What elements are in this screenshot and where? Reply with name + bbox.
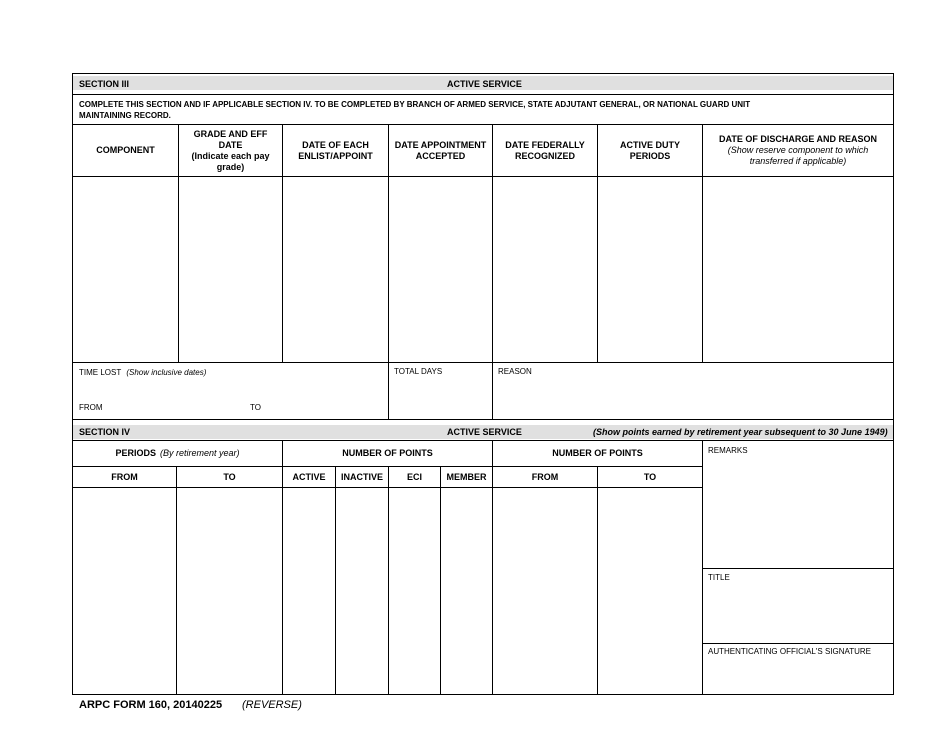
section3-instructions: COMPLETE THIS SECTION AND IF APPLICABLE SECTION IV. TO BE COMPLETED BY BRANCH OF ARMED SERVICE, STATE ADJUTANT GENERAL, OR NATIONAL GUARD UNIT MAINTAINING RECORD. [79,100,751,120]
remarks-field[interactable] [703,458,893,568]
periods-header [73,441,282,466]
reason-label: REASON [498,367,532,376]
divider [702,643,894,644]
col-member: MEMBER [446,471,487,482]
col-from-2: FROM [531,471,559,482]
appt-l2: ACCEPTED [415,150,466,161]
time-lost-label [79,368,206,377]
grade-l4: grade) [216,161,245,172]
discharge-l3: transferred if applicable) [749,156,847,166]
periods-text: PERIODS [115,448,156,458]
col-from: FROM [111,471,138,482]
section4-note: (Show points earned by retirement year subsequent to 30 June 1949) [593,427,888,437]
enlist-l1: DATE OF EACH [302,139,369,150]
points-header-2: NUMBER OF POINTS [552,448,643,458]
discharge-l1: DATE OF DISCHARGE AND REASON [718,134,877,144]
signature-label: AUTHENTICATING OFFICIAL'S SIGNATURE [708,647,872,656]
form-reverse: (REVERSE) [242,699,302,711]
time-lost-to-label: TO [250,403,261,412]
appt-l1: DATE APPOINTMENT [394,139,487,150]
signature-field[interactable] [703,659,893,694]
grade-l2: DATE [218,139,243,150]
divider [72,362,894,363]
duty-l1: ACTIVE DUTY [619,139,680,150]
section4-entry-area[interactable] [73,488,702,694]
remarks-label: REMARKS [708,446,748,455]
col-eci: ECI [406,471,422,482]
section4-label: SECTION IV [79,427,131,437]
divider [72,94,894,95]
col-header-duty [598,125,702,176]
total-days-label: TOTAL DAYS [394,367,443,376]
grade-l3: (Indicate each pay [191,150,270,161]
time-lost-note: (Show inclusive dates) [126,368,207,377]
form-number: ARPC FORM 160, 20140225 [79,699,223,711]
col-header-component-text: COMPONENT [96,145,155,155]
grade-l1: GRADE AND EFF [193,128,268,139]
periods-note: (By retirement year) [159,448,240,458]
time-lost-text: TIME LOST [79,368,122,377]
fed-l1: DATE FEDERALLY [505,139,585,150]
points-header: NUMBER OF POINTS [342,448,433,458]
col-header-federal [493,125,597,176]
enlist-l2: ENLIST/APPOINT [298,150,373,161]
duty-l2: PERIODS [629,150,671,161]
time-lost-from-label: FROM [79,403,103,412]
fed-l2: RECOGNIZED [514,150,575,161]
col-header-discharge [703,125,893,176]
discharge-l2: (Show reserve component to which [727,145,869,155]
col-header-component [73,125,178,176]
section3-entry-area[interactable] [73,177,893,362]
col-header-appointment [389,125,492,176]
col-header-grade [179,125,282,176]
col-active: ACTIVE [292,471,326,482]
section3-label: SECTION III [79,79,130,89]
col-inactive: INACTIVE [340,471,383,482]
divider [702,568,894,569]
section3-title: ACTIVE SERVICE [447,79,522,89]
title-field[interactable] [703,585,893,643]
divider [72,419,894,420]
col-to: TO [223,471,236,482]
col-header-enlist [283,125,388,176]
section4-title: ACTIVE SERVICE [447,427,522,437]
col-to-2: TO [643,471,657,482]
title-label: TITLE [708,573,730,582]
